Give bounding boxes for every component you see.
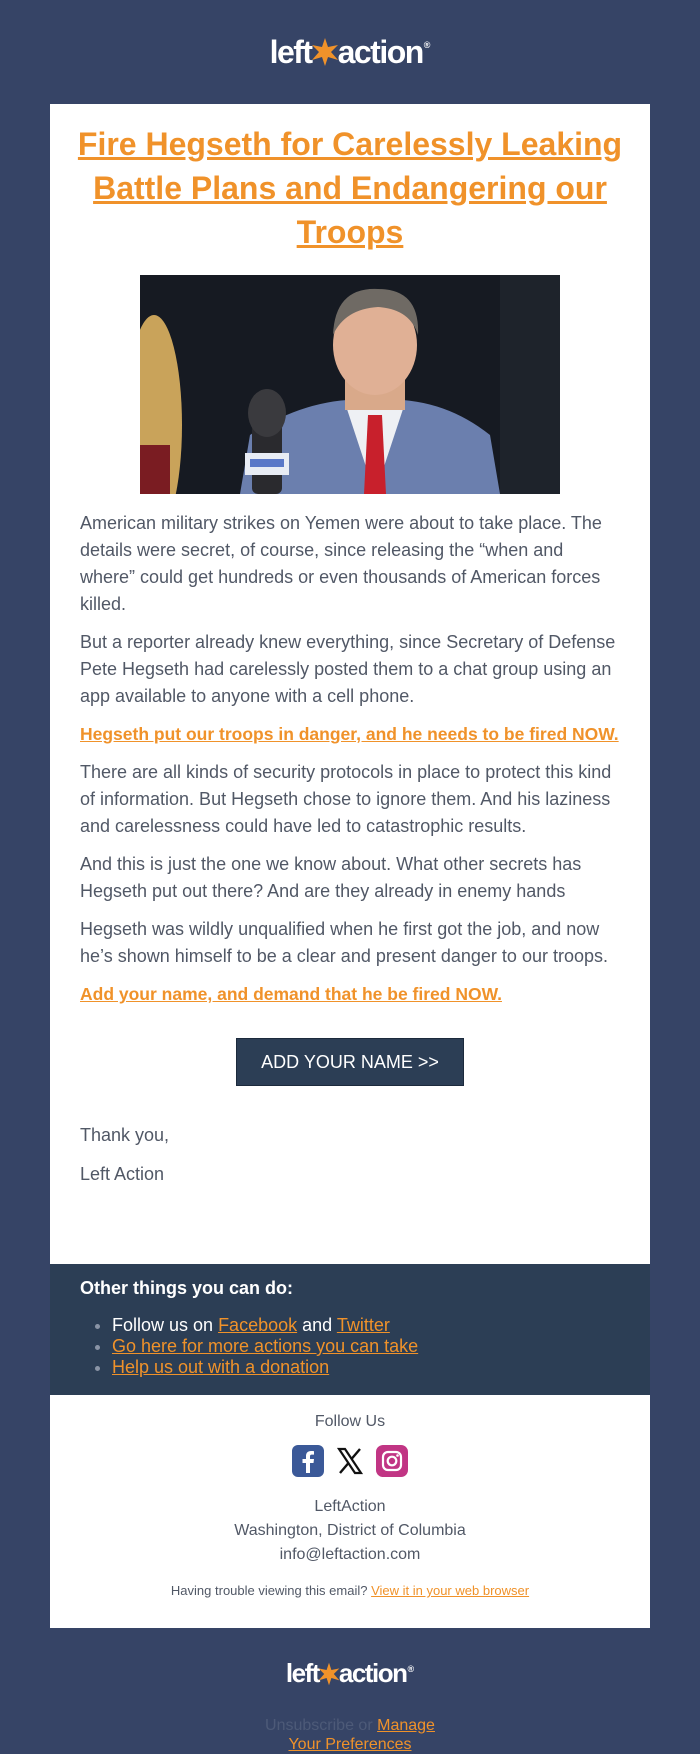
logo-registered: ® <box>423 39 431 50</box>
thanks-text: Thank you, <box>80 1125 170 1145</box>
twitter-link[interactable]: Twitter <box>336 1315 390 1335</box>
unsubscribe-block <box>0 1716 700 1754</box>
paragraph-5: Hegseth was wildly unqualified when he first got the job, and now he’s shown himself to be a clear and present danger to our troops. <box>80 919 608 966</box>
paragraph-1: American military strikes on Yemen were about to take place. The details were secret, of course, since releasing the “when and where” could get hundreds or even thousands of American forces killed. <box>80 513 602 614</box>
footer-logo-wrap <box>0 1658 700 1689</box>
header-logo[interactable] <box>0 0 700 104</box>
preferences-link[interactable]: Your Preferences <box>288 1736 412 1753</box>
add-name-link[interactable]: Add your name, and demand that he be fired NOW. <box>80 984 502 1004</box>
footer-logo-registered: ® <box>407 1664 415 1674</box>
footer-logo-text-left: left <box>285 1658 319 1688</box>
address-block <box>50 1495 650 1567</box>
more-actions-link[interactable]: Go here for more actions you can take <box>112 1336 419 1356</box>
donate-list-item <box>112 1357 650 1378</box>
footer-leftaction-logo[interactable] <box>286 1658 414 1689</box>
logo-star-icon <box>310 37 340 67</box>
and-text: and <box>297 1315 337 1335</box>
email-body <box>50 104 650 1264</box>
trouble-text: Having trouble viewing this email? <box>170 1583 372 1598</box>
facebook-link[interactable]: Facebook <box>218 1315 298 1335</box>
x-twitter-icon[interactable] <box>334 1445 366 1477</box>
actions-list-item <box>112 1336 650 1357</box>
org-name: LeftAction <box>314 1498 386 1515</box>
footer <box>50 1395 650 1628</box>
org-email: info@leftaction.com <box>279 1546 421 1563</box>
footer-logo-text-right: action <box>338 1658 407 1688</box>
add-your-name-button[interactable]: ADD YOUR NAME >> <box>236 1038 464 1086</box>
paragraph-4: And this is just the one we know about. What other secrets has Hegseth put out there? And are they already in enemy hands <box>80 854 582 901</box>
social-icons <box>50 1445 650 1477</box>
trouble-viewing <box>50 1583 650 1598</box>
logo-text-left: left <box>269 33 312 70</box>
facebook-icon[interactable] <box>292 1445 324 1477</box>
footer-logo-star-icon <box>317 1662 341 1686</box>
other-actions-title: Other things you can do: <box>80 1278 294 1298</box>
follow-list-item <box>112 1315 650 1336</box>
hero-image[interactable] <box>140 275 560 494</box>
instagram-icon[interactable] <box>376 1445 408 1477</box>
signoff <box>80 1122 620 1188</box>
org-city: Washington, District of Columbia <box>234 1522 466 1539</box>
headline-link[interactable]: Fire Hegseth for Carelessly Leaking Battle Plans and Endangering our Troops <box>77 126 623 250</box>
donation-link[interactable]: Help us out with a donation <box>112 1357 330 1377</box>
logo-text-right: action <box>337 33 423 70</box>
manage-link[interactable]: Manage <box>377 1717 435 1734</box>
leftaction-logo[interactable] <box>270 34 431 71</box>
or-text: or <box>353 1717 378 1734</box>
message-body <box>80 510 620 1008</box>
unsubscribe-link[interactable]: Unsubscribe <box>265 1717 354 1734</box>
other-actions-panel <box>50 1264 650 1395</box>
paragraph-3: There are all kinds of security protocols in place to protect this kind of information. But Hegseth chose to ignore them. And his laziness and carelessness could have led to catastrophic results. <box>80 762 612 836</box>
follow-prefix: Follow us on <box>112 1315 219 1335</box>
follow-us-label: Follow Us <box>314 1413 386 1430</box>
paragraph-2: But a reporter already knew everything, since Secretary of Defense Pete Hegseth had carelessly posted them to a chat group using an app available to anyone with a cell phone. <box>80 632 616 706</box>
fire-now-link[interactable]: Hegseth put our troops in danger, and he needs to be fired NOW. <box>80 724 619 744</box>
web-browser-link[interactable]: View it in your web browser <box>371 1583 530 1598</box>
signature: Left Action <box>80 1164 165 1184</box>
